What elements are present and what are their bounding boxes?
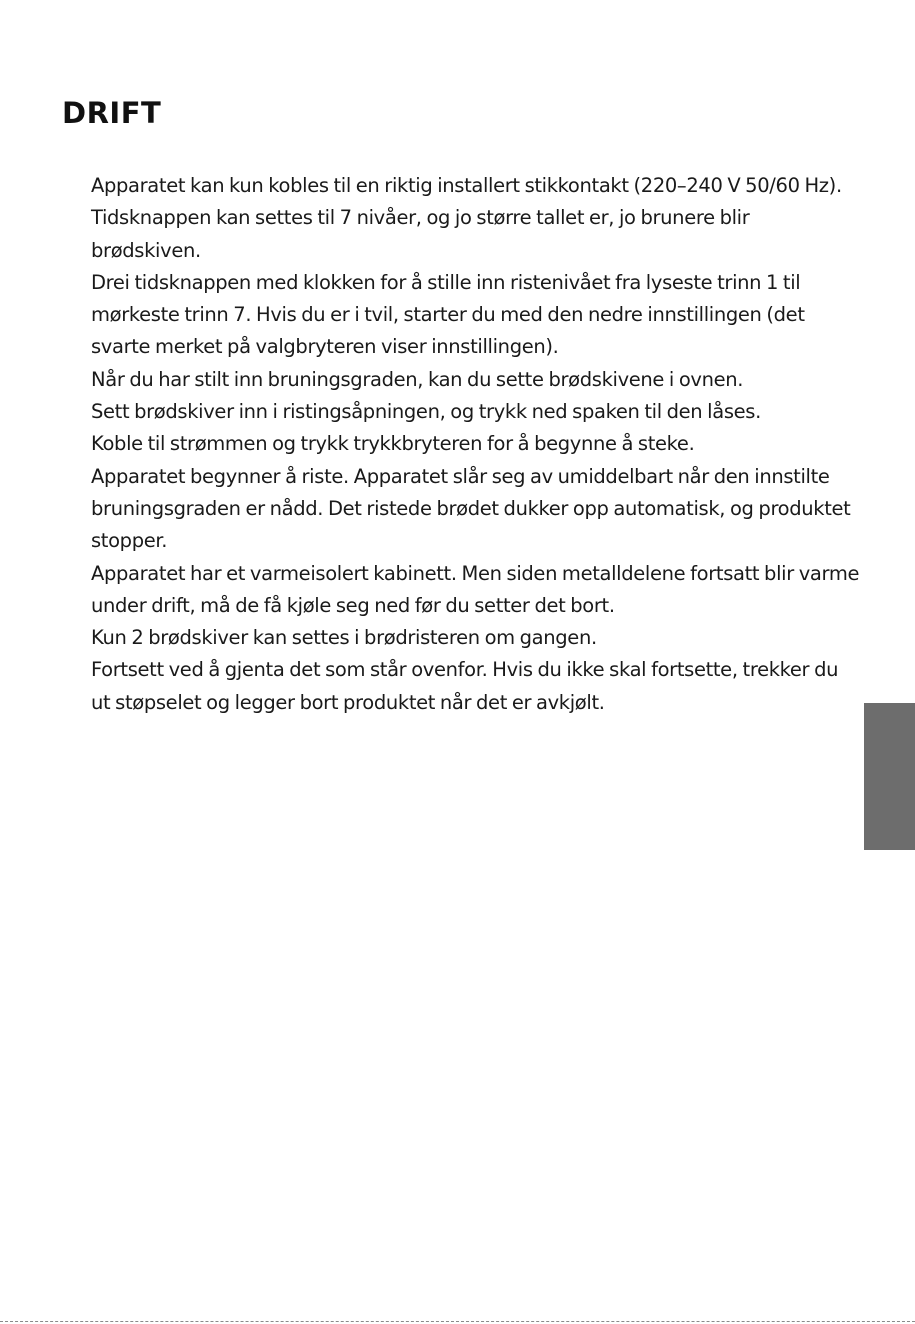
paragraph-connect-power: Koble til strømmen og trykk trykkbryteren for å begynne å steke.: [91, 432, 695, 456]
paragraph-insert-slices: Sett brødskiver inn i ristingsåpningen, og trykk ned spaken til den låses.: [91, 400, 761, 424]
paragraph-power-supply: Apparatet kan kun kobles til en riktig installert stikkontakt (220–240 V 50/60 Hz).: [91, 174, 842, 197]
language-side-tab: [864, 703, 915, 850]
section-title: DRIFT: [62, 96, 162, 130]
paragraph-heat-insulated: Apparatet har et varmeisolert kabinett. Men siden metalldelene fortsatt blir varme under drift, må de få kjøle seg ned før du setter det bort.: [91, 561, 860, 617]
paragraph-toasting-process: Apparatet begynner å riste. Apparatet slår seg av umiddelbart når den innstilte bruningsgraden er nådd. Det ristede brødet dukker opp automatisk, og produktet stopper.: [91, 464, 851, 553]
paragraph-insert-after-setting: Når du har stilt inn bruningsgraden, kan du sette brødskivene i ovnen.: [91, 367, 744, 391]
paragraph-repeat-or-stop: Fortsett ved å gjenta det som står ovenfor. Hvis du ikke skal fortsette, trekker du ut støpselet og legger bort produktet når det er avkjølt.: [91, 658, 839, 714]
instructions-body: [91, 170, 861, 719]
paragraph-time-knob-levels: Tidsknappen kan settes til 7 nivåer, og jo større tallet er, jo brunere blir brødskiven.: [91, 206, 750, 262]
bottom-divider: [0, 1321, 915, 1322]
paragraph-slice-limit: Kun 2 brødskiver kan settes i brødristeren om gangen.: [91, 626, 597, 650]
paragraph-set-toast-level: Drei tidsknappen med klokken for å stille inn ristenivået fra lyseste trinn 1 til mørkeste trinn 7. Hvis du er i tvil, starter du med den nedre innstillingen (det svarte merket på valgbryteren viser innstillingen).: [91, 270, 805, 359]
